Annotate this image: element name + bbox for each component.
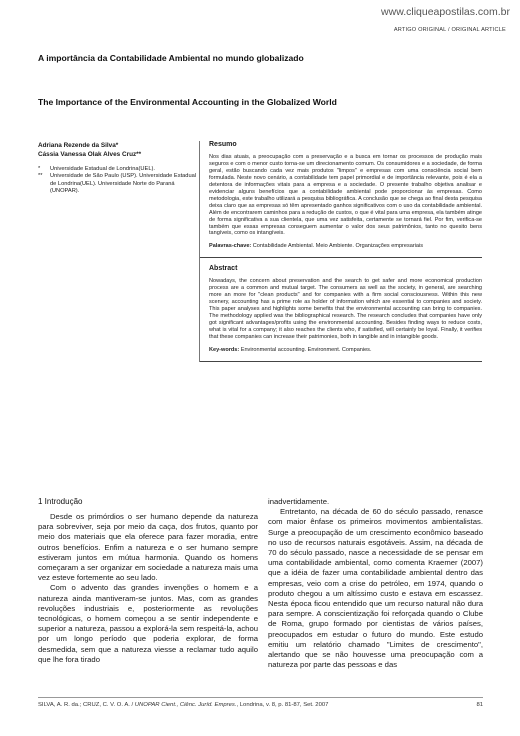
abstract-heading: Abstract xyxy=(209,265,238,273)
abstract-keywords-label: Key-words: xyxy=(209,347,240,354)
page-number: 81 xyxy=(476,702,483,708)
resumo-text: Nos dias atuais, a preocupação com a preservação e a busca em tornar os processos de produção mais seguros e com o menor custo torna-se um direcionamento comum. Os consumidores e a sociedade, de forma geral, estão buscando cada vez mais produtos "limpos" e empresas com uma consciência social bem formulada. Neste novo cenário, a contabilidade tem papel primordial e de importância relevante, pois é ela a detentora de informações vitais para a empresa e a sociedade. O presente trabalho objetiva analisar e evidenciar alguns benefícios que a contabilidade ambiental pode proporcionar às empresas. Como metodologia, este trabalho utilizará a pesquisa bibliográfica. A conclusão que se chega ao final desta pesquisa deixa claro que as empresas só têm apresentado ganhos significativos com o uso da contabilidade ambiental. Além de encontrarem caminhos para a redução de custos, o que é vital para uma empresa, ela também atinge de forma significativa a sua clientela, que uma vez satisfeita, certamente se tornará fiel. Por fim, verifica-se também que essas empresas conseguem aumentar o valor dos seus patrimônios, tanto no quesito bens tangíveis, como os intangíveis. xyxy=(209,154,482,237)
authors-block xyxy=(38,141,198,196)
body-paragraph: Desde os primórdios o ser humano depende da natureza para sobreviver, seja por meio da caça, dos frutos, quanto por meio dos materiais que ela oferece para fazer moradia, entre outros benefícios. Enfim a natureza e o ser humano sempre estiveram juntos em mútua harmonia. Quando os homens começaram a ser organizar em sociedade a natureza mais uma vez esteve fortemente ao seu lado. xyxy=(38,512,258,583)
citation-suffix: , Londrina, v. 8, p. 81-87, Set. 2007 xyxy=(236,702,329,708)
affiliation-2 xyxy=(38,173,198,195)
citation-prefix: SILVA, A. R. da.; CRUZ, C. V. O. A. / xyxy=(38,702,134,708)
abstract-keywords-text: Environmental accounting. Environment. Companies. xyxy=(240,347,372,354)
body-column-right xyxy=(268,497,483,670)
body-paragraph: Entretanto, na década de 60 do século passado, renasce com maior ênfase os primeiros movimentos ambientalistas. Surge a preocupação de um crescimento econômico baseado no uso de recursos naturais esgotáveis. Assim, na década de 70 do século passado, nasce a necessidade de se pensar em uma contabilidade ambiental, como comenta Kraemer (2007) que a idéia de fazer uma contabilidade ambiental dentro das empresas, veio com a crise do petróleo, em 1974, quando o produto chegou a um altíssimo custo e estava em escassez. Nesta época ficou entendido que um recurso natural não dura para sempre. A conscientização foi reforçada quando o Clube de Roma, grupo formado por cientistas de vários países, preocupados em estudar o futuro do mundo. Este estudo emitiu um relatório chamado "Limites de crescimento", alertando que se não houvesse uma preocupação com a natureza por parte das pessoas e das xyxy=(268,507,483,670)
article-type-label: ARTIGO ORIGINAL / ORIGINAL ARTICLE xyxy=(393,27,506,33)
resumo-keywords-label: Palavras-chave: xyxy=(209,243,252,250)
abstract-end-divider xyxy=(200,361,482,362)
affiliations xyxy=(38,166,198,196)
footer-divider xyxy=(38,697,483,698)
affiliation-text: Universidade Estadual de Londrina(UEL). xyxy=(50,166,155,172)
affiliation-text: Universidade de São Paulo (USP). Universidade Estadual de Londrina(UEL). Universidade Norte do Paraná (UNOPAR). xyxy=(50,173,197,195)
journal-name: UNOPAR Cient., Ciênc. Juríd. Empres. xyxy=(134,702,237,708)
author-1: Adriana Rezende da Silva* xyxy=(38,142,119,149)
affiliation-marker: * xyxy=(38,166,41,172)
abstract-keywords xyxy=(209,347,482,354)
title-portuguese: A importância da Contabilidade Ambiental no mundo globalizado xyxy=(38,53,304,63)
abstract-text: Nowadays, the concern about preservation and the search to get safer and more economical production process are a common and mutual target. The consumers as well as the society, in general, are searching more an more for "clean products" and for companies with a firm social consciousness. Within this new scenery, accounting has a prime role as holder of information which are essential to companies and society. This paper analyses and highlights some benefits that the environmental accounting can bring to companies. The methodology applied was the bibliographical research. The research concludes that companies have only got significant advantages/profits using the environmental accounting. Besides finding ways to reduce costs, what is vital for a company; it also reaches the clients who, if satisfied, will certainly be loyal. Finally, it verifies that these companies can increase their patrimonies, both in tangible and in intangible goods. xyxy=(209,278,482,341)
body-column-left xyxy=(38,497,258,665)
watermark-url: www.cliqueapostilas.com.br xyxy=(381,6,510,18)
abstract-divider xyxy=(200,257,482,258)
body-paragraph: Com o advento das grandes invenções o homem e a natureza ainda mantiveram-se juntos. Mas, com as grandes revoluções industriais e, posteriormente as revoluções tecnológicas, o homem começou a se sentir independente e superior a natureza, passou a explorá-la sem respeitá-la, achou por um longo período que poderia explorar, de forma desmedida, sem que a natureza viesse a reclamar tudo aquilo que lhe fora tirado xyxy=(38,583,258,664)
footer-citation xyxy=(38,702,328,708)
affiliation-1 xyxy=(38,166,198,173)
title-english: The Importance of the Environmental Accounting in the Globalized World xyxy=(38,97,337,107)
resumo-keywords-text: Contabilidade Ambiental. Meio Ambiente. Organizações empresariais xyxy=(252,243,423,250)
resumo-heading: Resumo xyxy=(209,141,237,148)
affiliation-marker: ** xyxy=(38,173,43,180)
abstract-column xyxy=(199,141,482,362)
resumo-keywords xyxy=(209,243,482,250)
author-2: Cássia Vanessa Olak Alves Cruz** xyxy=(38,151,142,158)
page-footer xyxy=(38,702,483,708)
body-paragraph-continuation: inadvertidamente. xyxy=(268,497,330,506)
section-title-introduction: 1 Introdução xyxy=(38,497,83,506)
